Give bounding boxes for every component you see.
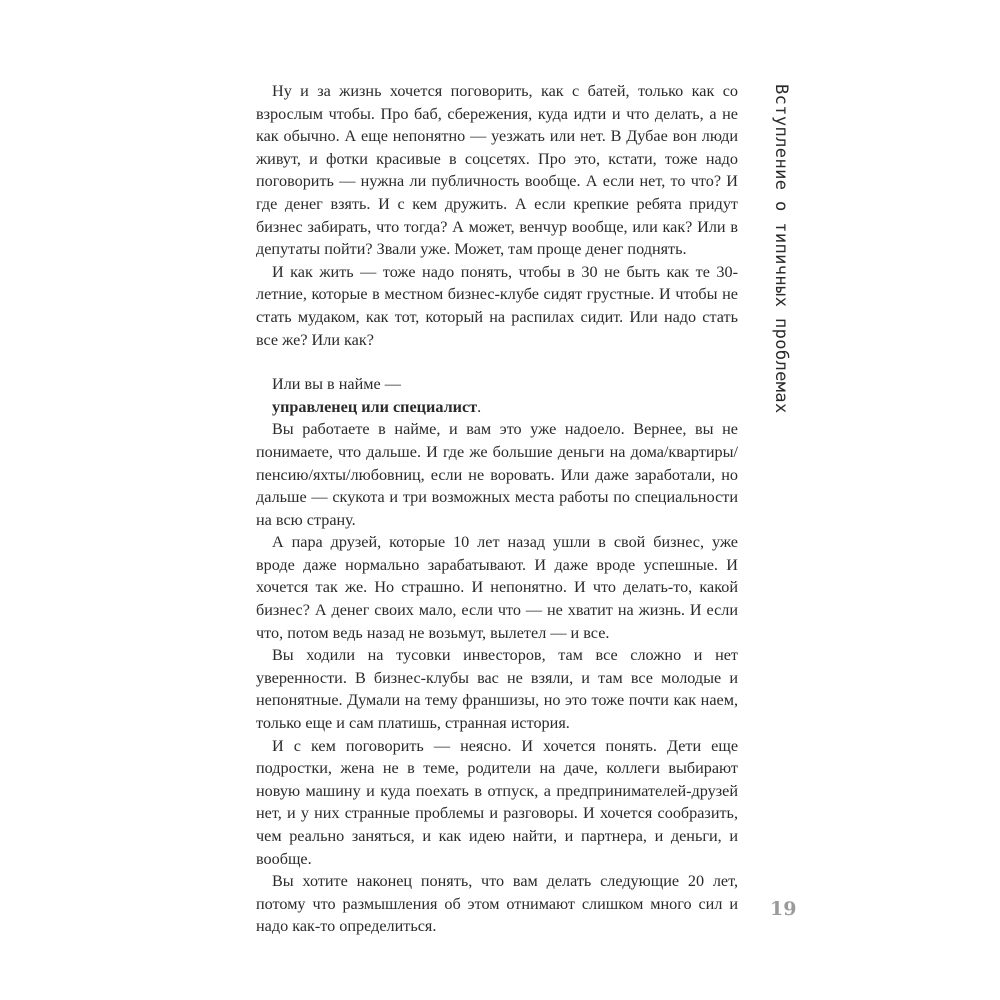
paragraph: И с кем поговорить — неясно. И хочется понять. Дети еще подростки, жена не в теме, родители на даче, коллеги выбирают новую машину и куда поехать в отпуск, а предпринимателей-друзей нет, и у них странные проблемы и разговоры. И хочется сообразить, чем реально заняться, и как идею найти, и партнера, и деньги, и вообще. [256,736,738,868]
paragraph: Вы ходили на тусовки инвесторов, там все сложно и нет уверенности. В бизнес-клубы вас не взяли, и там все молодые и непонятные. Думали на тему франшизы, но это тоже почти как наем, только еще и сам платишь, странная история. [256,646,738,733]
subhead-period: . [477,397,482,416]
running-head: Вступление о типичных проблемах [771,84,791,414]
page-number: 19 [770,898,797,920]
paragraph: Вы хотите наконец понять, что вам делать следующие 20 лет, потому что размышления об этом отнимают слишком много сил и надо как-то определиться. [256,872,738,936]
subhead-emphasis: управленец или специалист [272,397,478,416]
section-gap [256,351,738,373]
subhead-line: Или вы в найме — [272,375,401,394]
subhead-line-bold [256,396,738,419]
paragraph: А пара друзей, которые 10 лет назад ушли в свой бизнес, уже вроде даже нормально зарабатывают. И даже вроде успешные. И хочется так же. Но страшно. И непонятно. И что делать-то, какой бизнес? А денег своих мало, если что — не хватит на жизнь. И если что, потом ведь назад не возьмут, вылетел — и все. [256,533,738,642]
paragraph: Вы работаете в найме, и вам это уже надоело. Вернее, вы не понимаете, что дальше. И где же большие деньги на дома/квартиры/пенсию/яхты/любовниц, если не воровать. Или даже заработали, но дальше — скукота и три возможных места работы по специальности на всю страну. [256,420,738,529]
paragraph: Ну и за жизнь хочется поговорить, как с батей, только как со взрослым чтобы. Про баб, сбережения, куда идти и что делать, а не как обычно. А еще непонятно — уезжать или нет. В Дубае вон люди живут, и фотки красивые в соцсетях. Про это, кстати, тоже надо поговорить — нужна ли публичность вообще. А если нет, то что? И где денег взять. И с кем дружить. А если крепкие ребята придут бизнес забирать, что тогда? А может, венчур вообще, или как? Или в депутаты пойти? Звали уже. Может, там проще денег поднять. [256,82,738,259]
body-text [256,80,738,938]
paragraph: И как жить — тоже надо понять, чтобы в 30 не быть как те 30-летние, которые в местном бизнес-клубе сидят грустные. И чтобы не стать мудаком, как тот, который на распилах сидит. Или надо стать все же? Или как? [256,262,738,349]
